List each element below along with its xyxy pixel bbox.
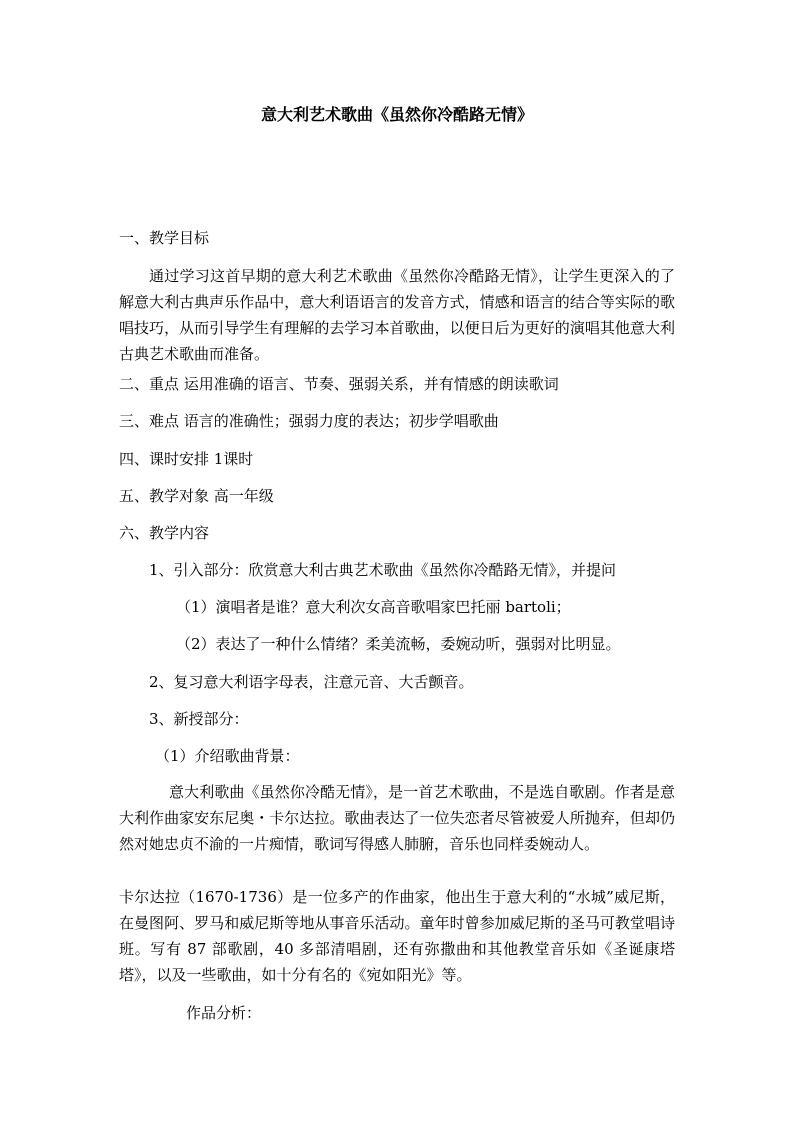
content-item-intro: 1、引入部分：欣赏意大利古典艺术歌曲《虽然你冷酷路无情》，并提问 [149, 561, 617, 579]
background-paragraph-2: 卡尔达拉（1670-1736）是一位多产的作曲家，他出生于意大利的“水城”威尼斯，在曼图阿、罗马和威尼斯等地从事音乐活动。童年时曾参加威尼斯的圣马可教堂唱诗班。写有 87 部歌剧，40 多部清唱剧，还有弥撒曲和其他教堂音乐如《圣诞康塔塔》，以及一些歌曲，如十分有名的《宛如阳光》等。 [119, 888, 675, 984]
document-title: 意大利艺术歌曲《虽然你冷酷路无情》 [260, 105, 533, 124]
section-key-points: 二、重点 运用准确的语言、节奏、强弱关系，并有情感的朗读歌词 [119, 375, 559, 393]
analysis-heading: 作品分析： [186, 1004, 262, 1022]
content-question-2: （2）表达了一种什么情绪？柔美流畅，委婉动听，强弱对比明显。 [176, 635, 621, 653]
content-question-1: （1）演唱者是谁？意大利次女高音歌唱家巴托丽 bartoli； [176, 598, 571, 616]
content-subitem-background: （1）介绍歌曲背景： [155, 747, 300, 765]
section-audience: 五、教学对象 高一年级 [119, 487, 274, 505]
section-heading-content: 六、教学内容 [119, 524, 210, 542]
objectives-paragraph: 通过学习这首早期的意大利艺术歌曲《虽然你冷酷路无情》，让学生更深入的了解意大利古典声乐作品中，意大利语语言的发音方式，情感和语言的结合等实际的歌唱技巧，从而引导学生有理解的去学习本首歌曲，以便日后为更好的演唱其他意大利古典艺术歌曲而准备。 [119, 267, 675, 363]
content-item-new: 3、新授部分： [149, 710, 249, 728]
content-item-review: 2、复习意大利语字母表，注意元音、大舌颤音。 [149, 673, 474, 691]
section-difficulties: 三、难点 语言的准确性；强弱力度的表达；初步学唱歌曲 [119, 412, 499, 430]
background-paragraph-1: 意大利歌曲《虽然你冷酷无情》，是一首艺术歌曲，不是选自歌剧。作者是意大利作曲家安东尼奥・卡尔达拉。歌曲表达了一位失恋者尽管被爱人所抛弃，但却仍然对她忠贞不渝的一片痴情，歌词写得感人肺腑，音乐也同样委婉动人。 [119, 783, 675, 853]
section-heading-objectives: 一、教学目标 [119, 229, 210, 247]
section-schedule: 四、课时安排 1课时 [119, 450, 254, 468]
